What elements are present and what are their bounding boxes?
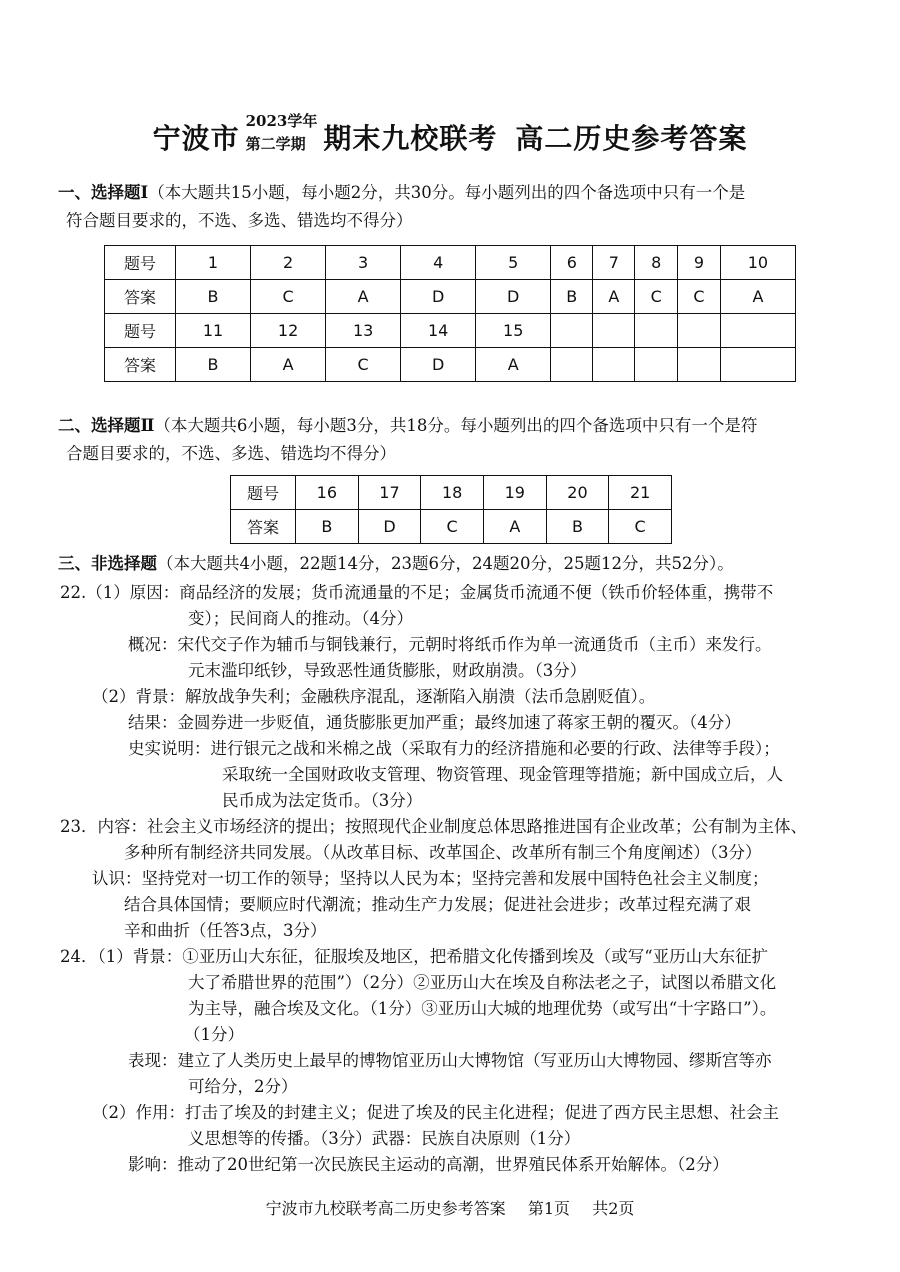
answer-line: 22.（1）原因：商品经济的发展；货币流通量的不足；金属货币流通不便（铁币价轻体重，携带不 [60, 583, 774, 602]
section3-name: 非选择题 [91, 554, 157, 573]
q-num-cell: 10 [720, 246, 795, 280]
section2-desc [66, 442, 396, 466]
answer-line: 变）；民间商人的推动。（4分） [188, 609, 413, 628]
answer-cell [635, 348, 678, 382]
table-row [231, 510, 672, 544]
q-num-cell: 20 [546, 476, 609, 510]
footer-page-number: 第1页 [527, 1199, 570, 1218]
answer-line: （2）作用：打击了埃及的封建主义；促进了埃及的民主化进程；促进了西方民主思想、社会主 [92, 1103, 779, 1122]
section2-answer-table [230, 475, 672, 544]
answer-cell: A [251, 348, 326, 382]
q-num-cell: 2 [251, 246, 326, 280]
answer-cell: B [176, 280, 251, 314]
answer-cell [720, 348, 795, 382]
title-exam: 期末九校联考 [323, 122, 498, 155]
q-num-cell: 18 [421, 476, 484, 510]
answer-cell: B [176, 348, 251, 382]
q-num-cell: 7 [593, 246, 635, 280]
answer-cell: A [476, 348, 551, 382]
q-num-cell: 9 [678, 246, 721, 280]
section1-desc [66, 209, 413, 233]
answer-label-cell: 答案 [105, 348, 176, 382]
answer-line: 义思想等的传播。（3分）武器：民族自决原则（1分） [188, 1129, 581, 1148]
answer-line: 概况：宋代交子作为辅币与铜钱兼行，元朝时将纸币作为单一流通货币（主币）来发行。 [128, 635, 772, 654]
answer-line: 影响：推动了20世纪第一次民族民主运动的高潮，世界殖民体系开始解体。（2分） [128, 1155, 729, 1174]
answer-cell: C [421, 510, 484, 544]
answer-cell: C [609, 510, 672, 544]
table-row [105, 314, 796, 348]
answer-line: 采取统一全国财政收支管理、物资管理、现金管理等措施；新中国成立后，人 [222, 765, 783, 784]
answer-cell: A [593, 280, 635, 314]
answer-line: 多种所有制经济共同发展。（从改革目标、改革国企、改革所有制三个角度阐述）（3分） [124, 843, 762, 862]
section2-heading [58, 414, 757, 438]
section1-desc-line2: 符合题目要求的，不选、多选、错选均不得分） [66, 211, 413, 230]
title-year: 2023学年 [245, 111, 318, 130]
q-num-cell: 13 [326, 314, 401, 348]
q-num-cell: 12 [251, 314, 326, 348]
header-label-cell: 题号 [105, 246, 176, 280]
q-num-cell: 14 [401, 314, 476, 348]
answer-cell: D [401, 280, 476, 314]
answer-cell: B [296, 510, 359, 544]
q-num-cell: 6 [551, 246, 593, 280]
answer-line: （1分） [184, 1025, 244, 1044]
answer-cell: D [401, 348, 476, 382]
answer-cell: C [678, 280, 721, 314]
q-num-cell [678, 314, 721, 348]
table-row [105, 246, 796, 280]
answer-line: 元末滥印纸钞，导致恶性通货膨胀，财政崩溃。（3分） [188, 661, 587, 680]
q-num-cell: 1 [176, 246, 251, 280]
section1-number: 一、 [58, 183, 91, 202]
table-row [105, 280, 796, 314]
section1-name: 选择题Ⅰ [91, 183, 149, 202]
section1-heading [58, 181, 745, 205]
q-num-cell [635, 314, 678, 348]
answer-cell [551, 348, 593, 382]
answer-cell: C [326, 348, 401, 382]
q-num-cell: 21 [609, 476, 672, 510]
q-num-cell: 5 [476, 246, 551, 280]
answer-line: （2）背景：解放战争失利；金融秩序混乱，逐渐陷入崩溃（法币急剧贬值）。 [92, 687, 656, 706]
answer-cell: A [483, 510, 546, 544]
q-num-cell: 17 [358, 476, 421, 510]
section3-desc: （本大题共4小题，22题14分，23题6分，24题20分，25题12分，共52分）。 [157, 554, 734, 573]
section2-name: 选择题Ⅱ [91, 416, 155, 435]
section2-desc-line2: 合题目要求的，不选、多选、错选均不得分） [66, 444, 396, 463]
section1-answer-table [104, 245, 796, 382]
footer-page-total: 共2页 [592, 1199, 635, 1218]
footer-title: 宁波市九校联考高二历史参考答案 [265, 1199, 506, 1218]
header-label-cell: 题号 [231, 476, 296, 510]
q-num-cell [720, 314, 795, 348]
title-term: 第二学期 [245, 135, 306, 153]
answer-cell: C [635, 280, 678, 314]
q-num-cell [593, 314, 635, 348]
q-num-cell: 8 [635, 246, 678, 280]
section3-heading [58, 552, 734, 576]
answer-line: 24．（1）背景：①亚历山大东征，征服埃及地区，把希腊文化传播到埃及（或写“亚历山大东征扩 [60, 947, 769, 966]
table-row [231, 476, 672, 510]
section1-desc-line1: （本大题共15小题，每小题2分，共30分。每小题列出的四个备选项中只有一个是 [148, 183, 746, 202]
answer-label-cell: 答案 [231, 510, 296, 544]
header-label-cell: 题号 [105, 314, 176, 348]
q-num-cell: 3 [326, 246, 401, 280]
answer-cell: D [476, 280, 551, 314]
q-num-cell: 19 [483, 476, 546, 510]
answer-cell: B [551, 280, 593, 314]
answer-line: 结合具体国情；要顺应时代潮流；推动生产力发展；促进社会进步；改革过程充满了艰 [124, 895, 751, 914]
q-num-cell [551, 314, 593, 348]
answer-line: 大了希腊世界的范围”）（2分）②亚历山大在埃及自称法老之子，试图以希腊文化 [188, 973, 777, 992]
answer-line: 为主导，融合埃及文化。（1分）③亚历山大城的地理优势（或写出“十字路口”）。 [188, 999, 777, 1018]
title-city: 宁波市 [152, 122, 240, 155]
page-title [0, 102, 900, 172]
answer-line: 可给分，2分） [188, 1077, 298, 1096]
title-subject: 高二历史参考答案 [515, 122, 748, 155]
answer-cell [593, 348, 635, 382]
section2-number: 二、 [58, 416, 91, 435]
answer-line: 表现：建立了人类历史上最早的博物馆亚历山大博物馆（写亚历山大博物园、缪斯宫等亦 [128, 1051, 772, 1070]
answer-cell: B [546, 510, 609, 544]
title-term-stack [245, 111, 318, 154]
answer-cell: D [358, 510, 421, 544]
answer-cell: C [251, 280, 326, 314]
q-num-cell: 16 [296, 476, 359, 510]
answer-line: 辛和曲折（任答3点，3分） [124, 921, 327, 940]
page-footer [0, 1196, 900, 1219]
q-num-cell: 4 [401, 246, 476, 280]
q-num-cell: 11 [176, 314, 251, 348]
answer-line: 史实说明：进行银元之战和米棉之战（采取有力的经济措施和必要的行政、法律等手段）； [128, 739, 780, 758]
answer-line: 民币成为法定货币。（3分） [222, 791, 423, 810]
answer-cell: A [326, 280, 401, 314]
table-row [105, 348, 796, 382]
q-num-cell: 15 [476, 314, 551, 348]
answer-line: 认识：坚持党对一切工作的领导；坚持以人民为本；坚持完善和发展中国特色社会主义制度； [92, 869, 769, 888]
answer-label-cell: 答案 [105, 280, 176, 314]
answer-cell: A [720, 280, 795, 314]
section3-number: 三、 [58, 554, 91, 573]
section2-desc-line1: （本大题共6小题，每小题3分，共18分。每小题列出的四个备选项中只有一个是符 [154, 416, 758, 435]
answer-cell [678, 348, 721, 382]
answer-line: 结果：金圆券进一步贬值，通货膨胀更加严重；最终加速了蒋家王朝的覆灭。（4分） [128, 713, 741, 732]
answer-line: 23．内容：社会主义市场经济的提出；按照现代企业制度总体思路推进国有企业改革；公有制为主体、 [60, 817, 807, 836]
